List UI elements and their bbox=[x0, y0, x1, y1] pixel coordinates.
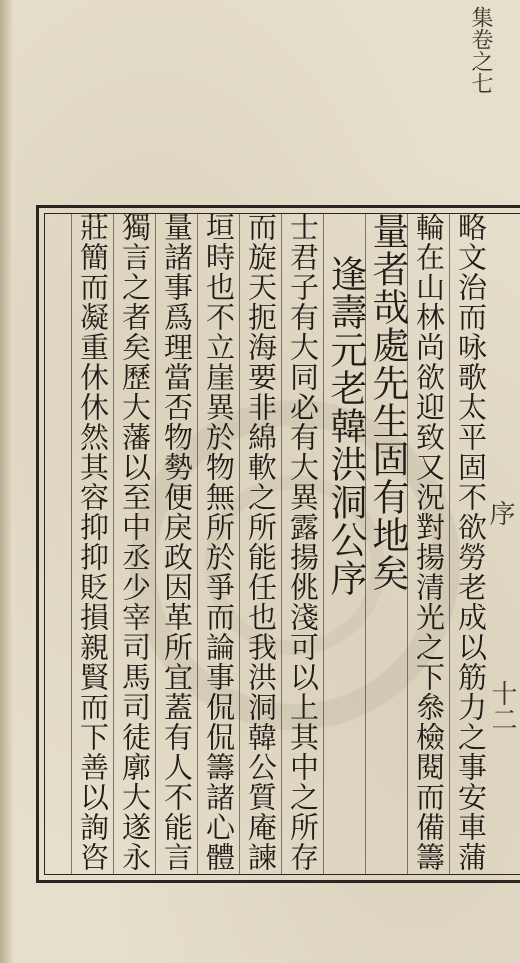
text-column-9: 獨言之者矣歷大藩以至中丞少宰司馬司徒廓大遂永 bbox=[118, 212, 152, 872]
folio-number: 十二 bbox=[487, 680, 517, 732]
text-column-10: 莊簡而凝重休休然其容抑抑貶損親賢而下善以詢咨 bbox=[76, 212, 110, 872]
text-column-8: 量諸事爲理當否物勢便戾政因革所宜蓋有人不能言 bbox=[160, 212, 194, 872]
page-edge bbox=[0, 0, 14, 963]
text-column-6: 而旋天扼海要非綿軟之所能任也我洪洞韓公質庵諫 bbox=[244, 212, 278, 872]
text-column-1: 略文治而咏歌太平固不欲勞老成以筋力之事安車蒲 bbox=[454, 212, 488, 872]
section-mark: 序 bbox=[485, 500, 515, 526]
header-fragment: 集卷之七 bbox=[468, 6, 493, 94]
preface-title: 逢壽元老韓洪洞公序 bbox=[324, 255, 367, 597]
text-column-2: 輪在山林尚欲迎致又況對揚清光之下叅檢閱而備籌 bbox=[412, 212, 446, 872]
text-column-3: 量者哉處先生固有地矣 bbox=[366, 212, 409, 592]
text-column-7: 垣時也不立崖異於物無所於爭而論事侃侃籌諸心體 bbox=[202, 212, 236, 872]
text-column-5: 士君子有大同必有大異露揚佻淺可以上其中之所存 bbox=[286, 212, 320, 872]
